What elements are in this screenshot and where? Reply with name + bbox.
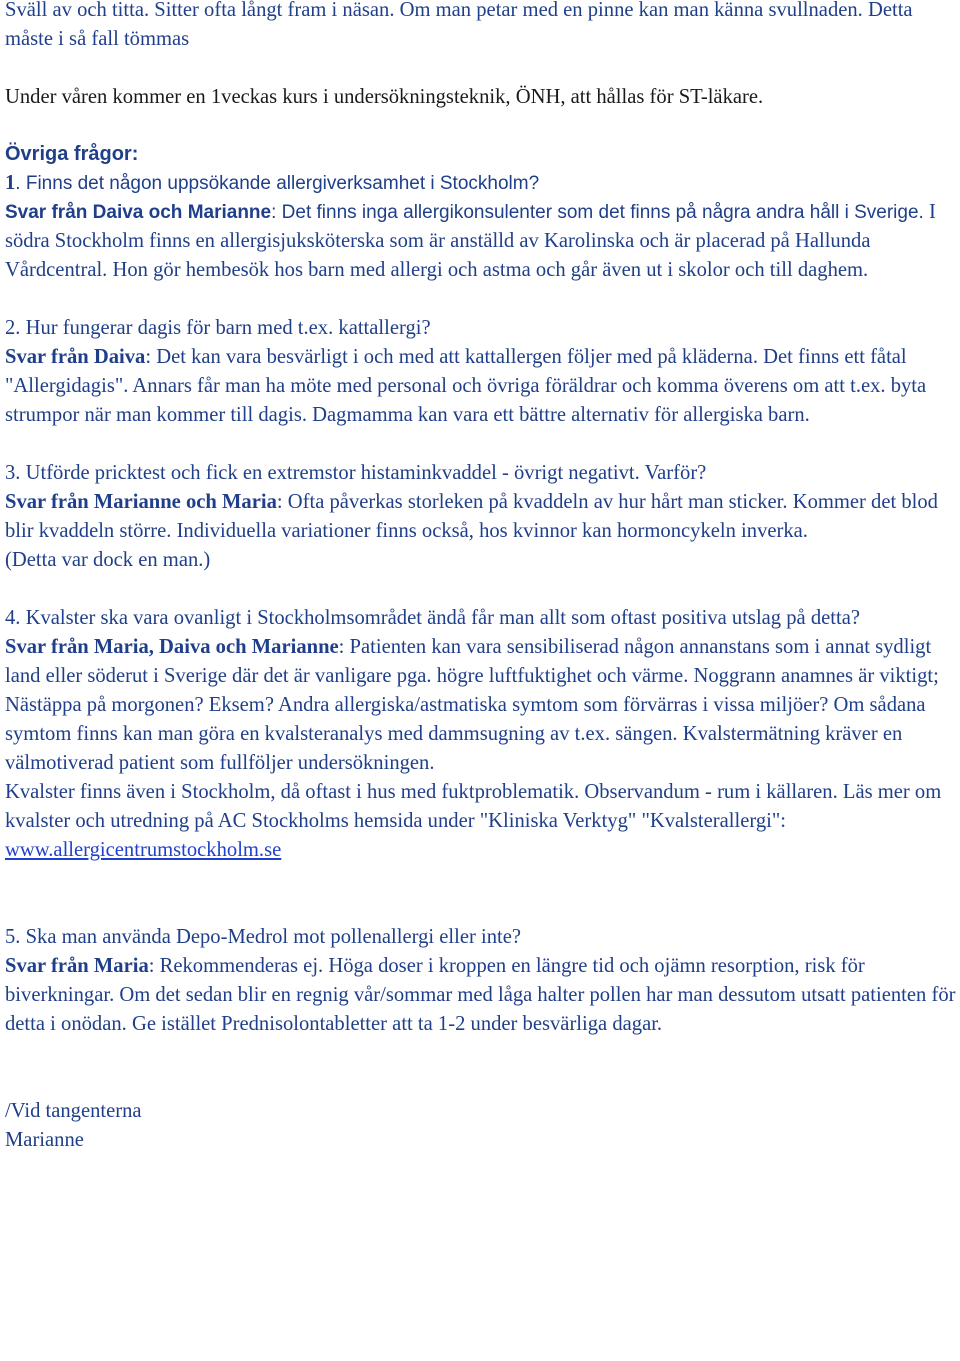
answer-2-label: Svar från Daiva	[5, 346, 146, 368]
signature	[5, 1097, 956, 1155]
course-announcement	[5, 83, 956, 112]
answer-1-label: Svar från Daiva och Marianne	[5, 202, 272, 223]
question-2-text: 2. Hur fungerar dagis för barn med t.ex. kattallergi?	[5, 317, 431, 339]
question-block-3	[5, 459, 956, 575]
question-block-5	[5, 923, 956, 1039]
answer-4-label: Svar från Maria, Daiva och Marianne	[5, 636, 339, 658]
answer-4-extra: Kvalster finns även i Stockholm, då oftast i hus med fuktproblematik. Observandum - rum i källaren. Läs mer om kvalster och utredning på AC Stockholms hemsida under "Kliniska Verktyg" "Kvalsterallergi":	[5, 781, 942, 832]
answer-3-label: Svar från Marianne och Maria	[5, 491, 277, 513]
answer-2-text-a: : Det kan vara besvärligt i och med att kattallergen följer med på kläderna. Det finns ett fåtal "Allergidagis".	[5, 346, 907, 397]
question-4-text: 4. Kvalster ska vara ovanligt i Stockholmsområdet ändå får man allt som oftast positiva utslag på detta?	[5, 607, 860, 629]
signature-line-1: /Vid tangenterna	[5, 1100, 142, 1122]
answer-5-text: : Rekommenderas ej. Höga doser i kroppen en längre tid och ojämn resorption, risk för biverkningar. Om det sedan blir en regnig vår/sommar med låga halter pollen har man dessutom utsatt patienten för detta i onödan. Ge istället Prednisolontabletter att ta 1-2 under besvärliga dagar.	[5, 955, 956, 1035]
course-text: Under våren kommer en 1veckas kurs i undersökningsteknik, ÖNH, att hållas för ST-läkare.	[5, 86, 764, 108]
answer-3-text-a: : Ofta påverkas storleken på kvaddeln av hur hårt man sticker. Kommer det blod blir kvaddeln större.	[5, 491, 938, 542]
question-block-4	[5, 604, 956, 865]
allergicentrum-link[interactable]: www.allergicentrumstockholm.se	[5, 839, 282, 861]
question-5-text: 5. Ska man använda Depo-Medrol mot pollenallergi eller inte?	[5, 926, 522, 948]
answer-5-label: Svar från Maria	[5, 955, 149, 977]
answer-1-text-c: Hon gör hembesök hos barn med allergi och astma och går även ut i skolor och till daghem.	[107, 259, 869, 281]
question-1-number: 1	[5, 172, 16, 194]
question-block-1	[5, 169, 956, 285]
answer-3-note: (Detta var dock en man.)	[5, 549, 211, 571]
signature-name: Marianne	[5, 1129, 84, 1151]
intro-paragraph	[5, 0, 956, 54]
intro-text: Sväll av och titta. Sitter ofta långt fram i näsan. Om man petar med en pinne kan man känna svullnaden. Detta måste i så fall tömmas	[5, 0, 913, 50]
answer-2-text-b: Annars får man ha möte med personal och övriga föräldrar och komma överens om att t.ex. byta strumpor när man kommer till dagis. Dagmamma kan vara ett bättre alternativ för allergiska barn.	[5, 375, 927, 426]
answer-3-text-b: Individuella variationer finns också, hos kvinnor kan hormoncykeln inverka.	[171, 520, 808, 542]
question-block-2	[5, 314, 956, 430]
section-heading: Övriga frågor:	[5, 143, 139, 165]
answer-1-text-b: I södra Stockholm finns en allergisjuksköterska som är anställd av Karolinska och är placerad på Hallunda Vårdcentral.	[5, 201, 936, 281]
question-3-text: 3. Utförde pricktest och fick en extremstor histaminkvaddel - övrigt negativt. Varför?	[5, 462, 707, 484]
question-1-text: . Finns det någon uppsökande allergiverksamhet i Stockholm?	[15, 173, 540, 194]
answer-1-text-a: : Det finns inga allergikonsulenter som det finns på några andra håll i Sverige.	[271, 202, 924, 223]
answer-4-text: : Patienten kan vara sensibiliserad någon annanstans som i annat sydligt land eller söderut i Sverige där det är vanligare pga. högre luftfuktighet och värme. Noggrann anamnes är viktigt; Nästäppa på morgonen? Eksem? Andra allergiska/astmatiska symtom som förvärras i vissa miljöer? Om sådana symtom finns kan man göra en kvalsteranalys med dammsugning av t.ex. sängen. Kvalstermätning kräver en välmotiverad patient som fullföljer undersökningen.	[5, 636, 939, 774]
